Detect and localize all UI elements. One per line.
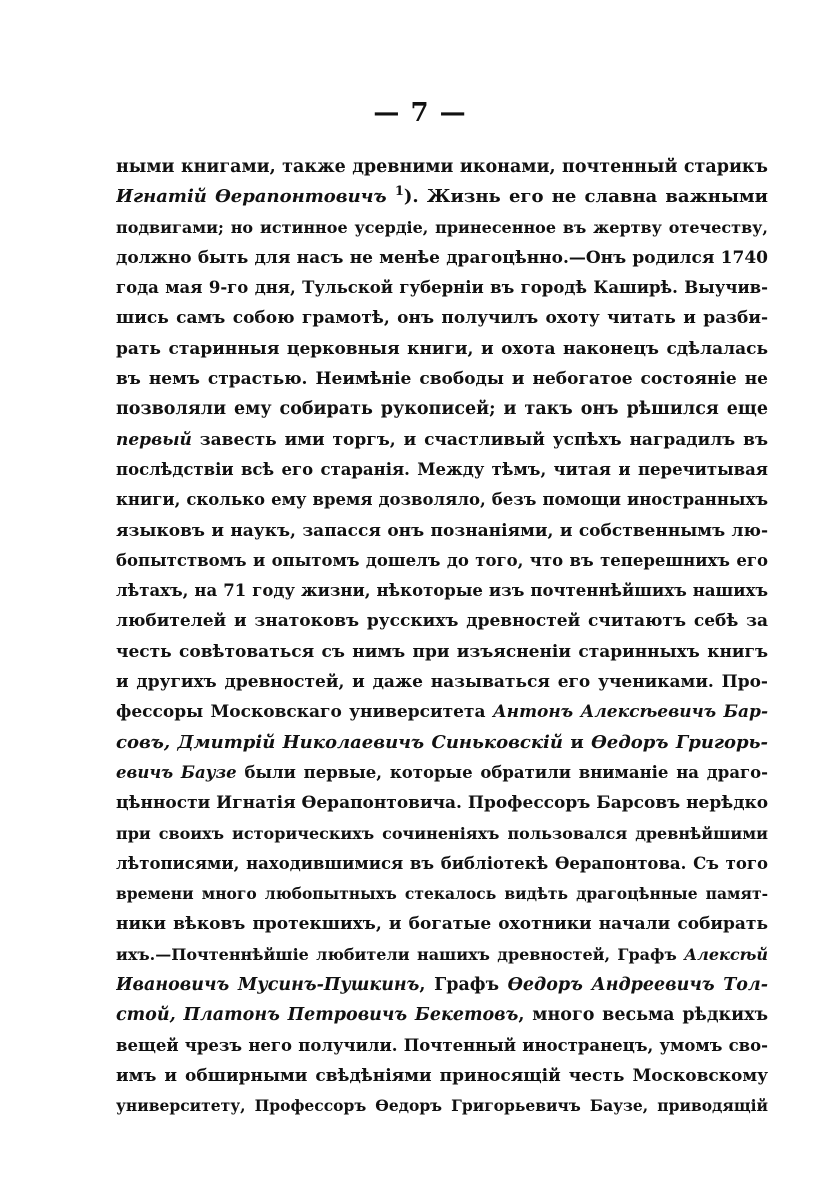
body-text	[116, 152, 768, 1122]
footnote-marker: 1	[394, 184, 404, 200]
text-line	[116, 697, 768, 727]
italic-name: Ѳедоръ Григорь-	[591, 731, 768, 753]
text-segment: лѣтахъ, на 71 году жизни, нѣкоторые изъ почтеннѣйшихъ нашихъ	[116, 581, 768, 601]
text-segment: университету, Профессоръ Ѳедоръ Григорьевичъ Баузе, приводящій	[116, 1096, 768, 1116]
text-segment: подвигами; но истинное усердіе, принесенное въ жертву отечеству,	[116, 217, 768, 237]
text-line	[116, 637, 768, 667]
text-segment: ными книгами, также древними иконами, почтенный старикъ	[116, 157, 768, 177]
text-line	[116, 1061, 768, 1091]
text-segment: времени много любопытныхъ стекалось видѣть драгоцѣнные памят-	[116, 884, 768, 904]
text-line	[116, 394, 768, 424]
text-segment: и другихъ древностей, и даже называться его учениками. Про-	[116, 672, 768, 693]
text-segment: цѣнности Игнатія Ѳерапонтовича. Профессоръ Барсовъ нерѣдко	[116, 793, 768, 814]
text-segment: послѣдствіи всѣ его старанія. Между тѣмъ, читая и перечитывая	[116, 459, 768, 479]
text-segment: фессоры Московскаго университета	[116, 702, 493, 723]
text-line	[116, 940, 768, 970]
text-line	[116, 788, 768, 818]
text-segment: честь совѣтоваться съ нимъ при изъясненіи старинныхъ книгъ	[116, 641, 768, 662]
text-segment: ). Жизнь его не славна важными	[403, 186, 768, 208]
text-line	[116, 425, 768, 455]
page-number: — 7 —	[373, 98, 467, 128]
text-line	[116, 546, 768, 576]
text-line	[116, 182, 768, 212]
text-segment: книги, сколько ему время дозволяло, безъ помощи иностранныхъ	[116, 490, 768, 510]
text-segment: лѣтописями, находившимися въ библіотекѣ Ѳерапонтова. Съ того	[116, 853, 768, 873]
text-line	[116, 152, 768, 182]
italic-name: первый	[116, 429, 192, 450]
text-segment: позволяли ему собирать рукописей; и такъ онъ рѣшился еще	[116, 399, 768, 420]
text-line	[116, 909, 768, 939]
text-line	[116, 243, 768, 273]
text-line	[116, 879, 768, 909]
text-segment: года мая 9-го дня, Тульской губерніи въ городѣ Каширѣ. Выучив-	[116, 278, 768, 298]
text-segment: ники вѣковъ протекшихъ, и богатые охотники начали собирать	[116, 914, 768, 935]
text-line	[116, 1091, 768, 1121]
text-segment: любителей и знатоковъ русскихъ древностей считаютъ себѣ за	[116, 611, 768, 632]
text-segment: и	[562, 731, 592, 753]
text-line	[116, 303, 768, 333]
text-line	[116, 576, 768, 606]
text-line	[116, 273, 768, 303]
text-segment	[387, 186, 395, 207]
text-line	[116, 516, 768, 546]
text-line	[116, 1000, 768, 1030]
text-line	[116, 849, 768, 879]
text-segment: въ немъ страстью. Неимѣніе свободы и небогатое состояніе не	[116, 369, 768, 390]
text-segment: бопытствомъ и опытомъ дошелъ до того, что въ теперешнихъ его	[116, 550, 768, 570]
text-line	[116, 970, 768, 1000]
text-line	[116, 758, 768, 788]
italic-name: Ѳедоръ Андреевичъ Тол-	[507, 975, 768, 996]
text-segment: должно быть для насъ не менѣе драгоцѣнно.—Онъ родился 1740	[116, 247, 768, 268]
italic-name: евичъ Баузе	[116, 762, 237, 782]
italic-name: Ивановичъ Мусинъ-Пушкинъ	[116, 975, 420, 996]
text-segment: завесть ими торгъ, и счастливый успѣхъ наградилъ въ	[191, 429, 768, 450]
text-segment: языковъ и наукъ, запасся онъ познаніями, и собственнымъ лю-	[116, 520, 768, 541]
text-segment: шись самъ собою грамотѣ, онъ получилъ охоту читать и разби-	[116, 308, 768, 329]
text-segment: при своихъ историческихъ сочиненіяхъ пользовался древнѣйшими	[116, 823, 768, 843]
text-line	[116, 485, 768, 515]
text-segment: имъ и обширными свѣдѣніями приносящій честь Московскому	[116, 1065, 768, 1086]
text-line	[116, 728, 768, 758]
text-segment: ихъ.—Почтеннѣйшіе любители нашихъ древностей, Графъ	[116, 944, 685, 964]
text-segment: рать старинныя церковныя книги, и охота наконецъ сдѣлалась	[116, 338, 768, 359]
text-line	[116, 334, 768, 364]
italic-name: стой, Платонъ Петровичъ Бекетовъ	[116, 1005, 519, 1026]
text-line	[116, 364, 768, 394]
text-segment: вещей чрезъ него получили. Почтенный иностранецъ, умомъ сво-	[116, 1035, 768, 1055]
text-line	[116, 213, 768, 243]
text-line	[116, 606, 768, 636]
text-line	[116, 1031, 768, 1061]
italic-name: Антонъ Алексѣевичъ Бар-	[492, 702, 768, 723]
text-line	[116, 455, 768, 485]
italic-name: Игнатій Ѳерапонтовичъ	[116, 186, 387, 208]
text-line	[116, 667, 768, 697]
text-segment: , много весьма рѣдкихъ	[518, 1005, 768, 1026]
italic-name: Алексѣй	[684, 944, 768, 964]
text-line	[116, 819, 768, 849]
text-segment: , Графъ	[419, 975, 508, 996]
italic-name: совъ, Дмитрій Николаевичъ Синьковскій	[116, 731, 563, 753]
text-segment: были первые, которые обратили вниманіе на драго-	[236, 762, 768, 782]
